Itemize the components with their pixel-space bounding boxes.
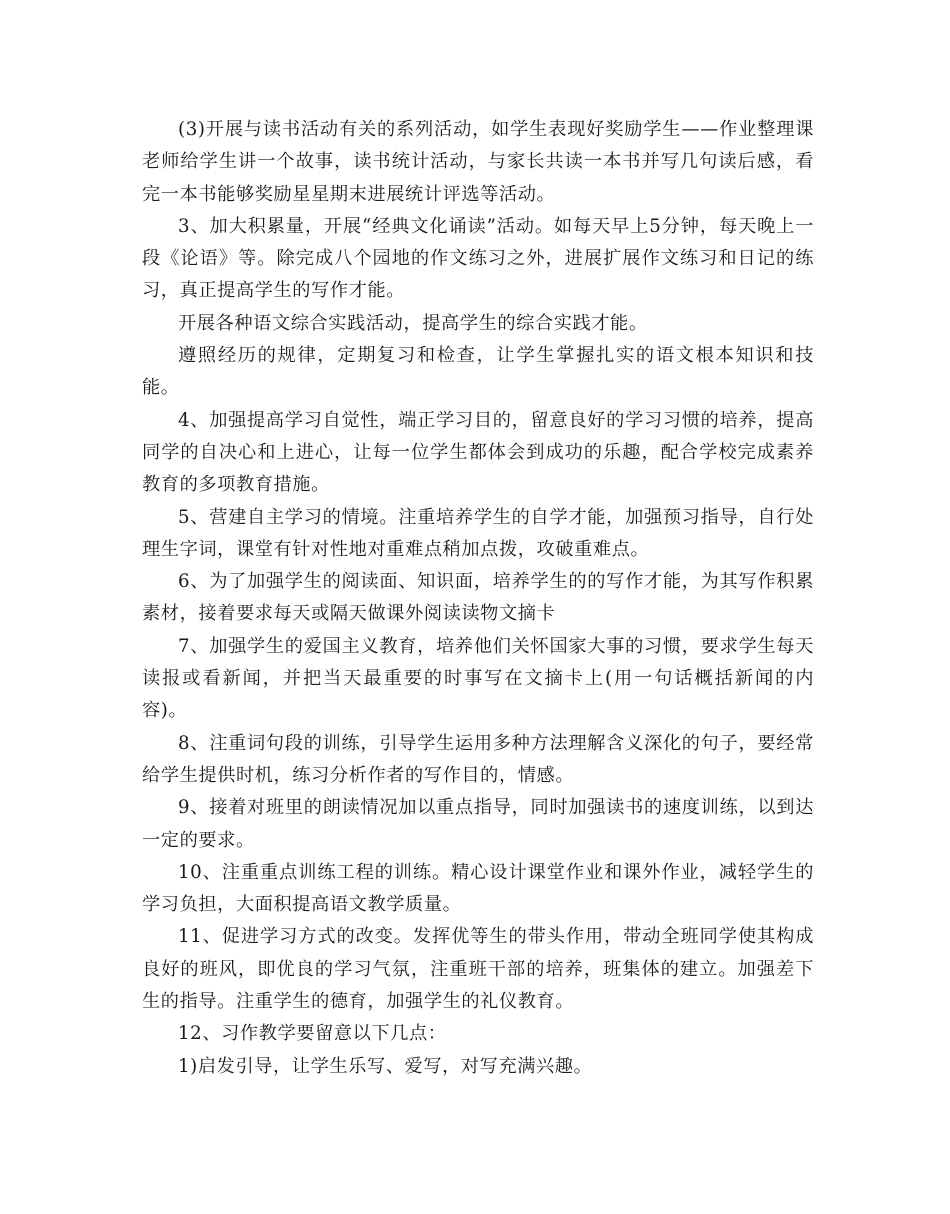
paragraph-item-11: 11、促进学习方式的改变。发挥优等生的带头作用，带动全班同学使其构成良好的班风，即优良的学习气氛，注重班干部的培养，班集体的建立。加强差下生的指导。注重学生的德育，加强学生的礼仪教育。 [142,926,814,1013]
paragraph-item-12: 12、习作教学要留意以下几点： [178,1023,447,1045]
paragraph-item-10: 10、注重重点训练工程的训练。精心设计课堂作业和课外作业，减轻学生的学习负担，大面积提高语文教学质量。 [142,861,814,916]
paragraph-item-4: 4、加强提高学习自觉性，端正学习目的，留意良好的学习习惯的培养，提高同学的自决心和上进心，让每一位学生都体会到成功的乐趣，配合学校完成素养教育的多项教育措施。 [142,409,814,496]
paragraph-review-rules: 遵照经历的规律，定期复习和检查，让学生掌握扎实的语文根本知识和技能。 [142,345,814,399]
paragraph-item-8: 8、注重词句段的训练，引导学生运用多种方法理解含义深化的句子，要经常给学生提供时机，练习分析作者的写作目的，情感。 [142,732,814,786]
paragraph-activities-series: (3)开展与读书活动有关的系列活动，如学生表现好奖励学生——作业整理课老师给学生讲一个故事，读书统计活动，与家长共读一本书并写几句读后感，看完一本书能够奖励星星期末进展统计评选等活动。 [142,119,814,205]
paragraph-item-9: 9、接着对班里的朗读情况加以重点指导，同时加强读书的速度训练，以到达一定的要求。 [142,797,814,851]
paragraph-item-6: 6、为了加强学生的阅读面、知识面，培养学生的的写作才能，为其写作积累素材，接着要求每天或隔天做课外阅读读物文摘卡 [142,571,814,625]
paragraph-item-7: 7、加强学生的爱国主义教育，培养他们关怀国家大事的习惯，要求学生每天读报或看新闻，并把当天最重要的时事写在文摘卡上(用一句话概括新闻的内容)。 [142,635,814,722]
paragraph-item-5: 5、营建自主学习的情境。注重培养学生的自学才能，加强预习指导，自行处理生字词，课堂有针对性地对重难点稍加点拨，攻破重难点。 [142,506,814,560]
paragraph-practice-activities: 开展各种语文综合实践活动，提高学生的综合实践才能。 [178,312,648,334]
paragraph-item-3: 3、加大积累量，开展“经典文化诵读”活动。如每天早上5分钟，每天晚上一段《论语》等。除完成八个园地的作文练习之外，进展扩展作文练习和日记的练习，真正提高学生的写作才能。 [142,215,814,302]
paragraph-subitem-1: 1)启发引导，让学生乐写、爱写，对写充满兴趣。 [178,1055,593,1077]
document-body [142,114,814,1083]
